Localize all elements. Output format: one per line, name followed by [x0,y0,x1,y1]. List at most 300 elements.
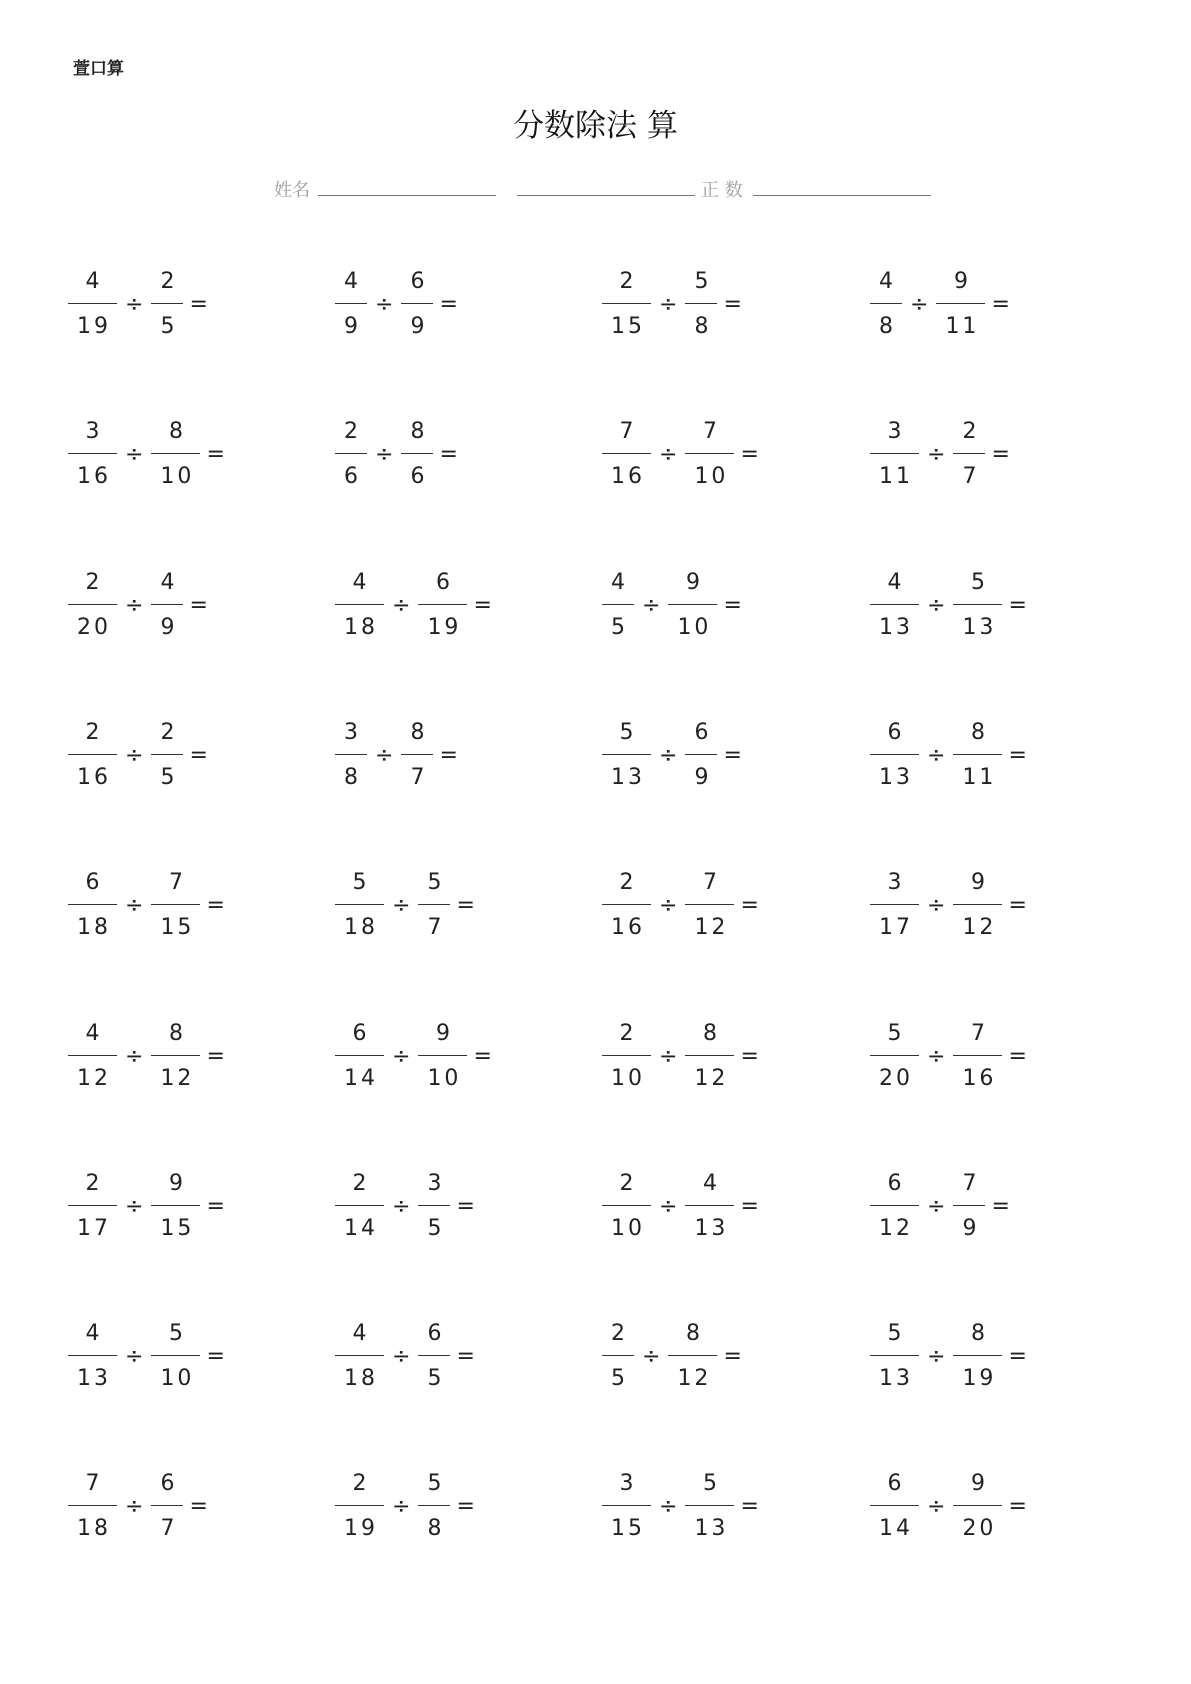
dividend-fraction [335,1019,384,1094]
divide-sign: ÷ [659,1194,678,1219]
numerator: 6 [85,870,103,895]
dividend-fraction [68,267,117,342]
divide-sign: ÷ [375,743,394,768]
divisor-fraction [953,1019,1002,1094]
divide-sign: ÷ [927,743,946,768]
numerator: 5 [694,269,712,294]
divisor-fraction [151,1019,200,1094]
numerator: 8 [970,720,988,745]
divisor-fraction [418,1469,450,1544]
denominator: 18 [344,615,378,640]
numerator: 9 [970,870,988,895]
equals-sign: = [189,292,208,317]
numerator: 8 [702,1021,720,1046]
denominator: 16 [611,464,645,489]
numerator: 4 [160,570,178,595]
name-label: 姓名 [274,180,310,201]
divisor-fraction [953,1319,1002,1394]
dividend-fraction [335,267,367,342]
equals-sign: = [1008,893,1027,918]
divide-sign: ÷ [375,292,394,317]
division-problem [68,868,225,943]
denominator: 20 [962,1516,997,1541]
denominator: 8 [879,314,896,339]
equals-sign: = [723,1344,742,1369]
fraction-bar [668,604,717,605]
fraction-bar [151,904,200,905]
numerator: 2 [85,720,103,745]
divide-sign: ÷ [125,893,144,918]
fraction-bar [401,453,433,454]
numerator: 7 [168,870,186,895]
numerator: 6 [887,720,905,745]
numerator: 5 [352,870,370,895]
numerator: 2 [619,269,637,294]
denominator: 13 [962,615,997,640]
fraction-bar [151,1055,200,1056]
denominator: 14 [344,1066,378,1091]
dividend-fraction [68,1169,117,1244]
fraction-bar [335,453,367,454]
equals-sign: = [439,442,458,467]
equals-sign: = [473,1044,492,1069]
dividend-fraction [335,1169,384,1244]
denominator: 18 [77,1516,111,1541]
numerator: 9 [970,1471,988,1496]
numerator: 2 [611,1321,628,1346]
division-problem [335,1169,475,1244]
numerator: 5 [168,1321,186,1346]
numerator: 2 [619,1171,637,1196]
numerator: 4 [352,570,370,595]
fraction-bar [68,453,117,454]
denominator: 12 [694,1066,729,1091]
numerator: 7 [85,1471,103,1496]
fraction-bar [602,904,651,905]
divide-sign: ÷ [392,593,411,618]
fraction-bar [870,1355,919,1356]
name-line[interactable] [318,195,496,196]
numerator: 2 [85,570,103,595]
fraction-bar [418,604,467,605]
divisor-fraction [151,1469,183,1544]
numerator: 3 [344,720,361,745]
division-problem [68,1469,208,1544]
divisor-fraction [401,718,433,793]
dividend-fraction [602,267,651,342]
divisor-fraction [685,1469,734,1544]
divisor-fraction [401,417,433,492]
numerator: 3 [427,1171,445,1196]
fraction-bar [936,303,985,304]
divide-sign: ÷ [125,1494,144,1519]
dividend-fraction [335,417,367,492]
fraction-bar [68,303,117,304]
fraction-bar [668,1355,717,1356]
numerator: 7 [962,1171,980,1196]
denominator: 10 [677,615,712,640]
dividend-fraction [870,1169,919,1244]
dividend-fraction [335,868,384,943]
divide-sign: ÷ [642,1344,661,1369]
equals-sign: = [439,292,458,317]
numerator: 2 [352,1471,370,1496]
denominator: 14 [879,1516,913,1541]
divisor-fraction [151,868,200,943]
dividend-fraction [602,718,651,793]
equals-sign: = [1008,1344,1027,1369]
fraction-bar [151,453,200,454]
divide-sign: ÷ [927,1494,946,1519]
numerator: 3 [887,419,905,444]
denominator: 16 [77,765,111,790]
division-problem [870,568,1027,643]
divide-sign: ÷ [659,442,678,467]
fraction-bar [602,754,651,755]
denominator: 12 [77,1066,111,1091]
equals-sign: = [206,1194,225,1219]
divide-sign: ÷ [125,1194,144,1219]
divisor-fraction [151,568,183,643]
divide-sign: ÷ [659,893,678,918]
denominator: 14 [344,1216,378,1241]
numerator: 4 [702,1171,720,1196]
dividend-fraction [870,267,902,342]
fraction-bar [870,904,919,905]
fraction-bar [953,453,985,454]
fraction-bar [953,904,1002,905]
fraction-bar [602,1355,634,1356]
division-problem [335,1019,492,1094]
equals-sign: = [206,893,225,918]
dividend-fraction [870,1019,919,1094]
fraction-bar [685,453,734,454]
division-problem [335,1319,475,1394]
fraction-bar [335,303,367,304]
divisor-fraction [418,1019,467,1094]
denominator: 12 [677,1366,712,1391]
division-problem [602,1169,759,1244]
divide-sign: ÷ [125,743,144,768]
denominator: 12 [694,915,729,940]
denominator: 5 [160,765,178,790]
equals-sign: = [473,593,492,618]
numerator: 4 [344,269,361,294]
division-problem [602,1019,759,1094]
fraction-bar [953,1505,1002,1506]
fraction-bar [335,1055,384,1056]
numerator: 8 [410,720,428,745]
equals-sign: = [740,893,759,918]
equals-sign: = [740,1044,759,1069]
numerator: 2 [85,1171,103,1196]
numerator: 4 [85,269,103,294]
division-problem [602,718,742,793]
fraction-bar [685,1205,734,1206]
numerator: 9 [168,1171,186,1196]
numerator: 2 [962,419,980,444]
division-problem [335,868,475,943]
fraction-bar [151,604,183,605]
dividend-fraction [602,1019,651,1094]
divisor-fraction [668,568,717,643]
denominator: 19 [77,314,111,339]
fraction-bar [870,1055,919,1056]
denominator: 6 [344,464,361,489]
denominator: 10 [160,1366,195,1391]
divide-sign: ÷ [392,893,411,918]
fraction-bar [602,453,651,454]
fraction-bar [68,904,117,905]
equals-sign: = [1008,743,1027,768]
numerator: 4 [611,570,628,595]
denominator: 20 [879,1066,913,1091]
denominator: 18 [344,1366,378,1391]
divide-sign: ÷ [375,442,394,467]
equals-sign: = [1008,1494,1027,1519]
equals-sign: = [206,1044,225,1069]
divide-sign: ÷ [125,292,144,317]
denominator: 18 [77,915,111,940]
equals-sign: = [1008,593,1027,618]
numerator: 4 [352,1321,370,1346]
denominator: 15 [611,1516,645,1541]
divisor-fraction [668,1319,717,1394]
denominator: 5 [611,1366,628,1391]
denominator: 8 [344,765,361,790]
dividend-fraction [602,1319,634,1394]
denominator: 5 [427,1366,445,1391]
division-problem [68,1169,225,1244]
equals-sign: = [206,442,225,467]
numerator: 2 [352,1171,370,1196]
numerator: 5 [427,1471,445,1496]
divisor-fraction [418,1169,450,1244]
fraction-bar [68,1055,117,1056]
divide-sign: ÷ [125,593,144,618]
numerator: 5 [970,570,988,595]
fraction-bar [68,754,117,755]
middle-line[interactable] [517,195,695,196]
numerator: 2 [619,870,637,895]
divide-sign: ÷ [927,442,946,467]
equals-sign: = [206,1344,225,1369]
numerator: 8 [970,1321,988,1346]
divide-sign: ÷ [659,1494,678,1519]
denominator: 17 [879,915,913,940]
denominator: 5 [427,1216,445,1241]
denominator: 13 [694,1516,729,1541]
division-problem [68,1019,225,1094]
fraction-bar [418,904,450,905]
fraction-bar [870,1205,919,1206]
dividend-fraction [602,1469,651,1544]
equals-sign: = [1008,1044,1027,1069]
denominator: 9 [694,765,712,790]
equals-sign: = [723,593,742,618]
denominator: 13 [879,765,913,790]
fraction-bar [685,904,734,905]
divisor-fraction [953,568,1002,643]
fraction-bar [335,904,384,905]
division-problem [870,868,1027,943]
numerator: 4 [85,1321,103,1346]
divide-sign: ÷ [927,893,946,918]
numerator: 8 [410,419,428,444]
equals-sign: = [189,743,208,768]
divide-sign: ÷ [927,1044,946,1069]
score-label: 正 数 [701,180,743,201]
numerator: 6 [410,269,428,294]
division-problem [870,718,1027,793]
numerator: 9 [435,1021,453,1046]
denominator: 16 [77,464,111,489]
denominator: 9 [962,1216,980,1241]
fraction-bar [68,1505,117,1506]
division-problem [870,267,1010,342]
divisor-fraction [953,417,985,492]
denominator: 19 [344,1516,378,1541]
divisor-fraction [151,1319,200,1394]
division-problem [870,1469,1027,1544]
numerator: 6 [887,1471,905,1496]
denominator: 8 [694,314,712,339]
dividend-fraction [602,868,651,943]
divisor-fraction [151,1169,200,1244]
divisor-fraction [953,1469,1002,1544]
division-problem [335,267,458,342]
divisor-fraction [685,417,734,492]
divisor-fraction [936,267,985,342]
divisor-fraction [685,1019,734,1094]
division-problem [870,417,1010,492]
numerator: 5 [702,1471,720,1496]
fraction-bar [602,1505,651,1506]
numerator: 8 [685,1321,703,1346]
numerator: 4 [85,1021,103,1046]
fraction-bar [401,754,433,755]
divisor-fraction [418,1319,450,1394]
denominator: 10 [694,464,729,489]
equals-sign: = [740,442,759,467]
division-problem [335,1469,475,1544]
fraction-bar [68,1205,117,1206]
dividend-fraction [870,718,919,793]
divide-sign: ÷ [910,292,929,317]
division-problem [870,1169,1010,1244]
dividend-fraction [68,1019,117,1094]
fraction-bar [68,604,117,605]
divide-sign: ÷ [927,1344,946,1369]
divisor-fraction [418,868,450,943]
division-problem [602,1469,759,1544]
numerator: 6 [427,1321,445,1346]
denominator: 13 [694,1216,729,1241]
denominator: 15 [160,915,195,940]
denominator: 12 [879,1216,913,1241]
dividend-fraction [602,1169,651,1244]
fraction-bar [602,1055,651,1056]
corner-label: 萱口算 [73,59,124,79]
numerator: 4 [879,269,896,294]
divide-sign: ÷ [392,1044,411,1069]
equals-sign: = [991,1194,1010,1219]
numerator: 3 [619,1471,637,1496]
denominator: 9 [344,314,361,339]
dividend-fraction [870,868,919,943]
denominator: 7 [427,915,445,940]
equals-sign: = [456,1494,475,1519]
numerator: 6 [887,1171,905,1196]
denominator: 7 [410,765,428,790]
numerator: 2 [160,269,178,294]
equals-sign: = [740,1494,759,1519]
denominator: 8 [427,1516,445,1541]
numerator: 7 [702,419,720,444]
numerator: 6 [160,1471,178,1496]
denominator: 11 [962,765,997,790]
fraction-bar [335,1355,384,1356]
equals-sign: = [723,743,742,768]
divide-sign: ÷ [659,292,678,317]
dividend-fraction [335,1319,384,1394]
numerator: 7 [619,419,637,444]
division-problem [68,718,208,793]
fraction-bar [870,453,919,454]
fraction-bar [685,754,717,755]
divisor-fraction [151,267,183,342]
division-problem [602,267,742,342]
divisor-fraction [151,417,200,492]
divide-sign: ÷ [392,1194,411,1219]
fraction-bar [953,1055,1002,1056]
divide-sign: ÷ [642,593,661,618]
division-problem [870,1319,1027,1394]
fraction-bar [335,1505,384,1506]
denominator: 9 [160,615,178,640]
fraction-bar [418,1205,450,1206]
numerator: 2 [619,1021,637,1046]
divide-sign: ÷ [125,1344,144,1369]
division-problem [335,718,458,793]
equals-sign: = [740,1194,759,1219]
fraction-bar [418,1055,467,1056]
denominator: 12 [160,1066,195,1091]
fraction-bar [151,303,183,304]
fraction-bar [870,604,919,605]
equals-sign: = [456,1194,475,1219]
denominator: 19 [962,1366,997,1391]
divisor-fraction [685,718,717,793]
dividend-fraction [870,1469,919,1544]
denominator: 19 [427,615,462,640]
score-line[interactable] [753,195,931,196]
numerator: 9 [953,269,971,294]
denominator: 5 [160,314,178,339]
numerator: 8 [168,419,186,444]
numerator: 6 [694,720,712,745]
equals-sign: = [723,292,742,317]
division-problem [68,1319,225,1394]
denominator: 18 [344,915,378,940]
divide-sign: ÷ [392,1494,411,1519]
numerator: 5 [619,720,637,745]
division-problem [335,568,492,643]
divide-sign: ÷ [659,1044,678,1069]
fraction-bar [335,1205,384,1206]
denominator: 20 [77,615,111,640]
numerator: 8 [168,1021,186,1046]
